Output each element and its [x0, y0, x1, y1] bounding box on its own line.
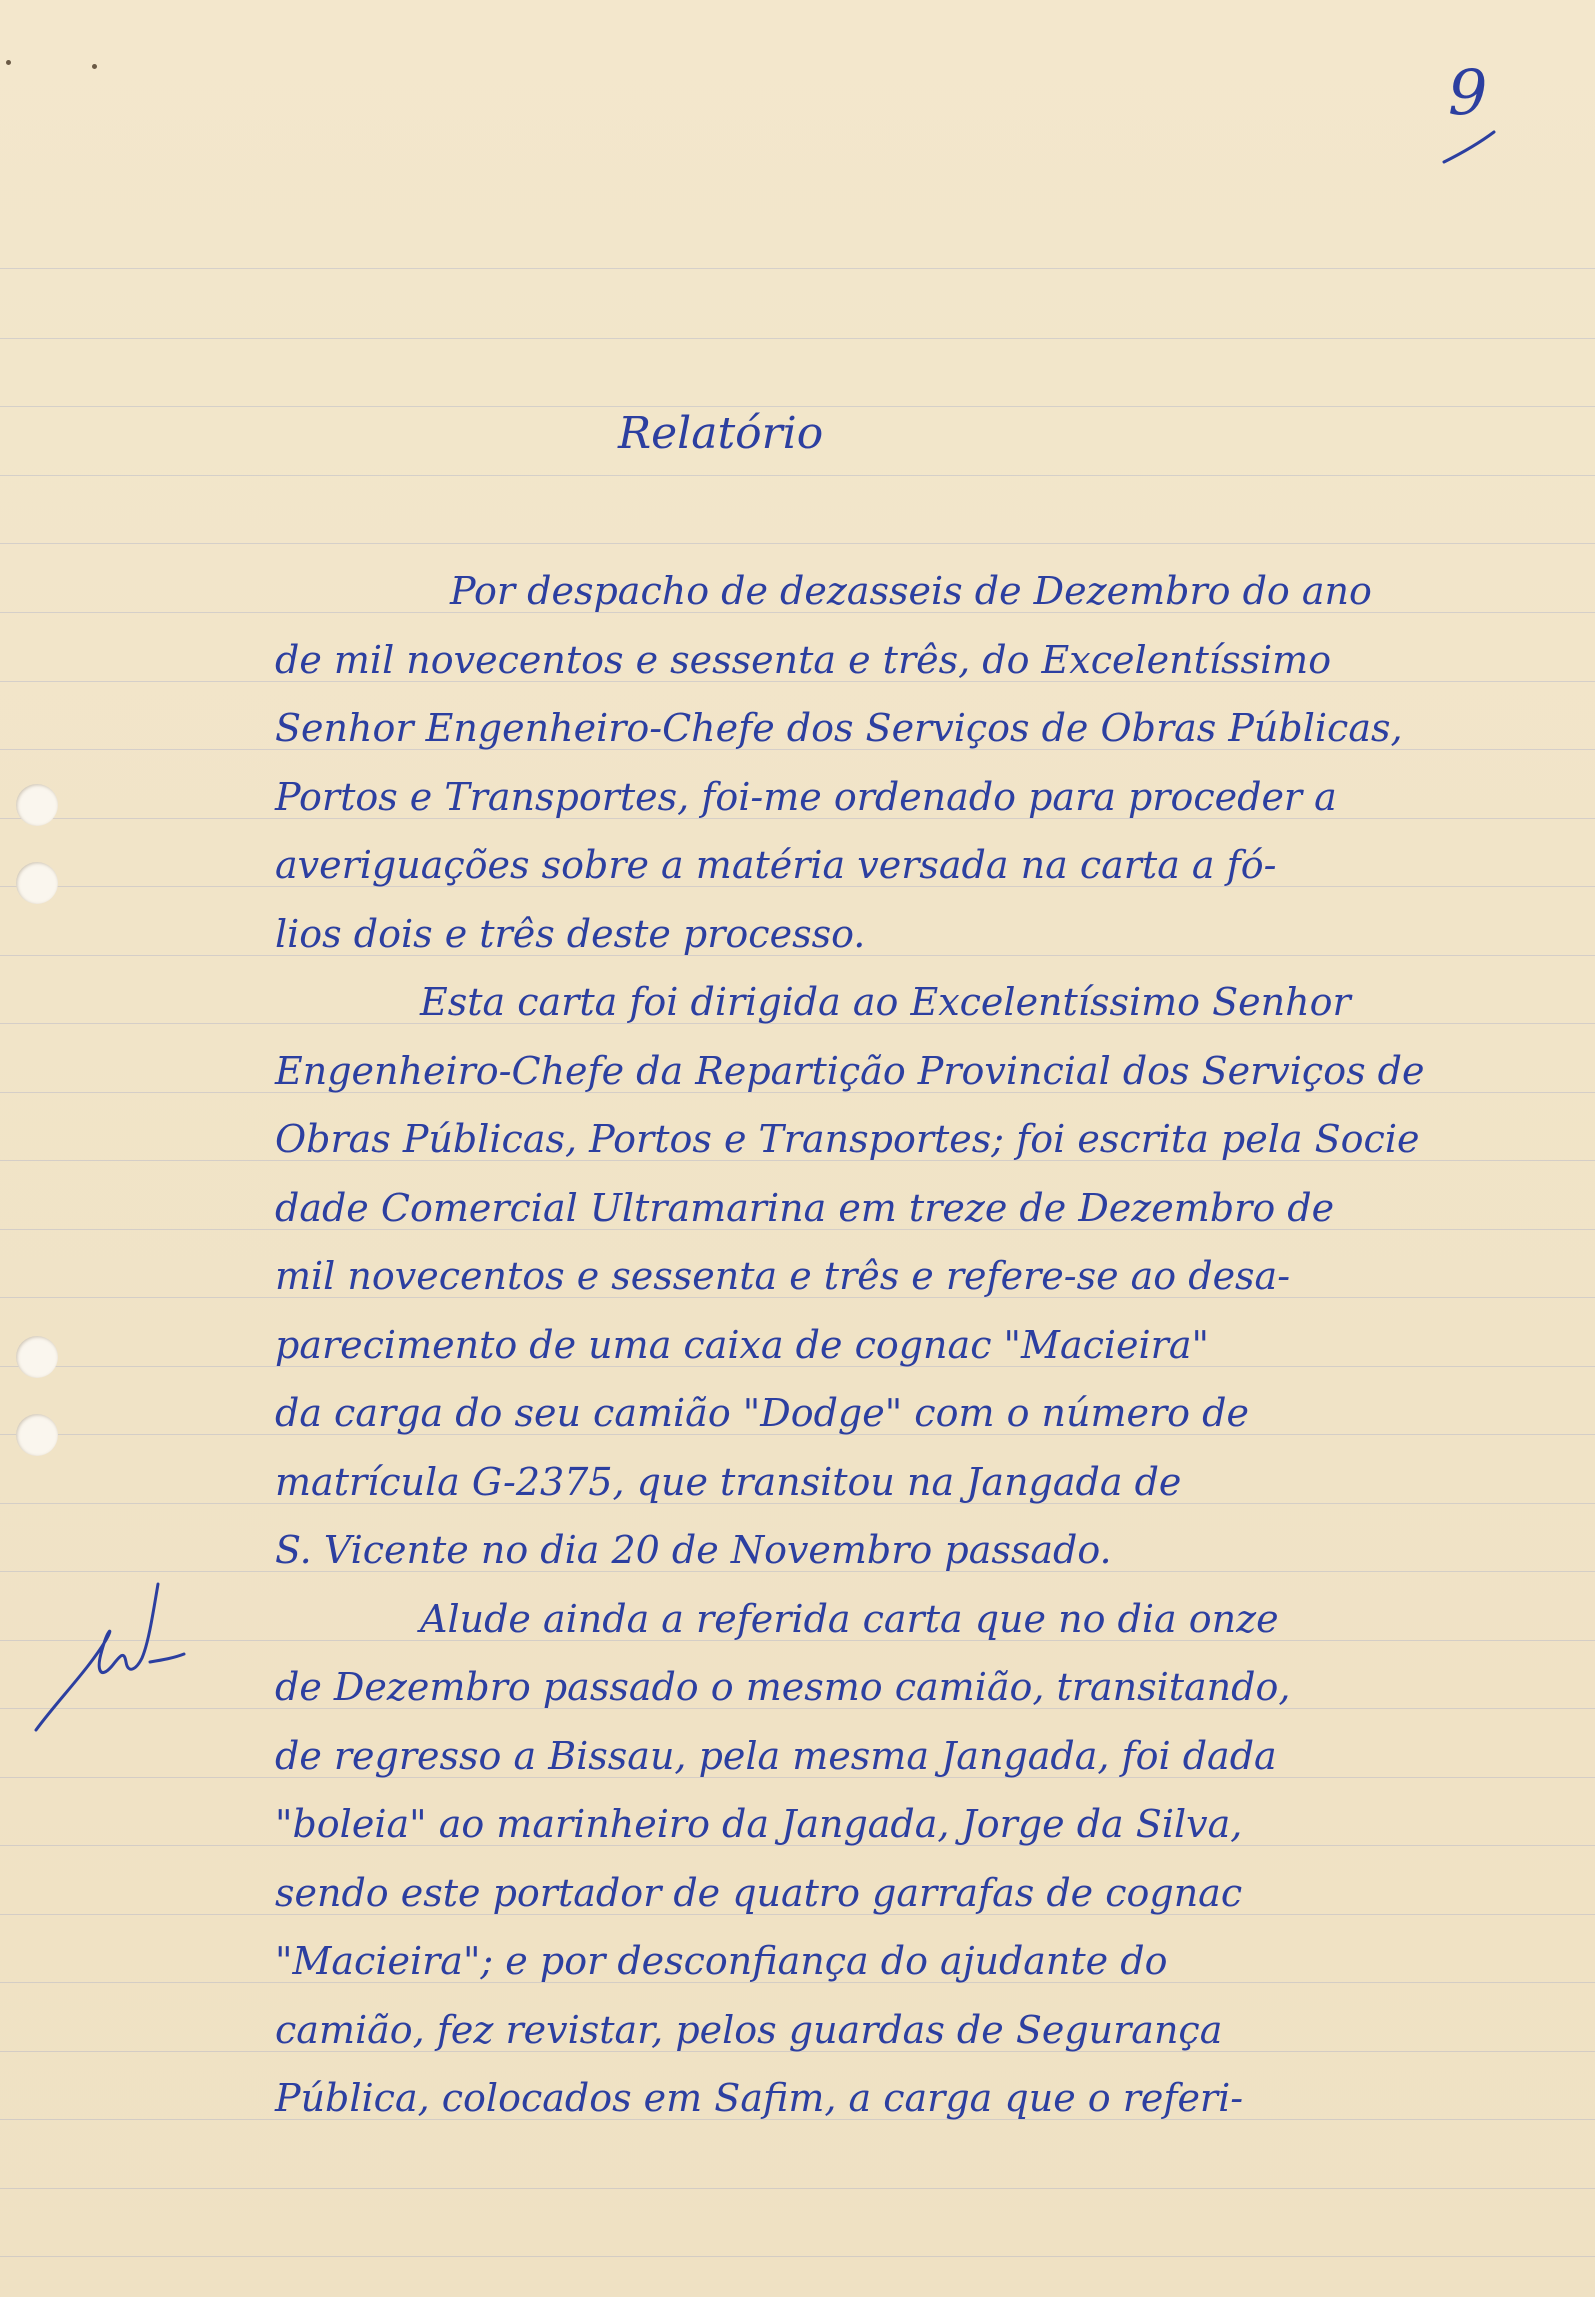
paper-speck [6, 60, 11, 65]
text-line: dade Comercial Ultramarina em treze de Dezembro de [275, 1186, 1335, 1230]
text-line: Obras Públicas, Portos e Transportes; foi escrita pela Socie [275, 1117, 1420, 1161]
punch-hole [16, 784, 58, 826]
text-line: S. Vicente no dia 20 de Novembro passado. [275, 1528, 1112, 1572]
text-line: averiguações sobre a matéria versada na carta a fó- [275, 843, 1277, 887]
text-line: "Macieira"; e por desconfiança do ajudante do [275, 1939, 1168, 1983]
punch-hole [16, 1336, 58, 1378]
text-line: Alude ainda a referida carta que no dia onze [420, 1597, 1279, 1641]
margin-initials-signature [28, 1570, 188, 1740]
punch-hole [16, 1414, 58, 1456]
text-line: Engenheiro-Chefe da Repartição Provincial dos Serviços de [275, 1049, 1425, 1093]
text-line: da carga do seu camião "Dodge" com o número de [275, 1391, 1249, 1435]
text-line: "boleia" ao marinheiro da Jangada, Jorge da Silva, [275, 1802, 1243, 1846]
text-line: de mil novecentos e sessenta e três, do Excelentíssimo [275, 638, 1332, 682]
text-line: Pública, colocados em Safim, a carga que o referi- [275, 2076, 1244, 2120]
text-line: parecimento de uma caixa de cognac "Macieira" [275, 1323, 1209, 1367]
text-line: lios dois e três deste processo. [275, 912, 866, 956]
text-line: de Dezembro passado o mesmo camião, transitando, [275, 1665, 1291, 1709]
text-line: Senhor Engenheiro-Chefe dos Serviços de Obras Públicas, [275, 706, 1403, 750]
paper-speck [92, 64, 97, 69]
text-line: mil novecentos e sessenta e três e refere-se ao desa- [275, 1254, 1291, 1298]
text-line: Esta carta foi dirigida ao Excelentíssimo Senhor [420, 980, 1351, 1024]
text-line: Portos e Transportes, foi-me ordenado para proceder a [275, 775, 1337, 819]
text-line: camião, fez revistar, pelos guardas de Segurança [275, 2008, 1223, 2052]
text-line: de regresso a Bissau, pela mesma Jangada, foi dada [275, 1734, 1277, 1778]
punch-hole [16, 862, 58, 904]
page-number-underline [1440, 128, 1500, 168]
text-line: sendo este portador de quatro garrafas de cognac [275, 1871, 1243, 1915]
text-line: matrícula G-2375, que transitou na Jangada de [275, 1460, 1182, 1504]
page-number: 9 [1448, 56, 1488, 129]
text-line: Por despacho de dezasseis de Dezembro do ano [450, 569, 1372, 613]
document-title: Relatório [618, 408, 824, 459]
